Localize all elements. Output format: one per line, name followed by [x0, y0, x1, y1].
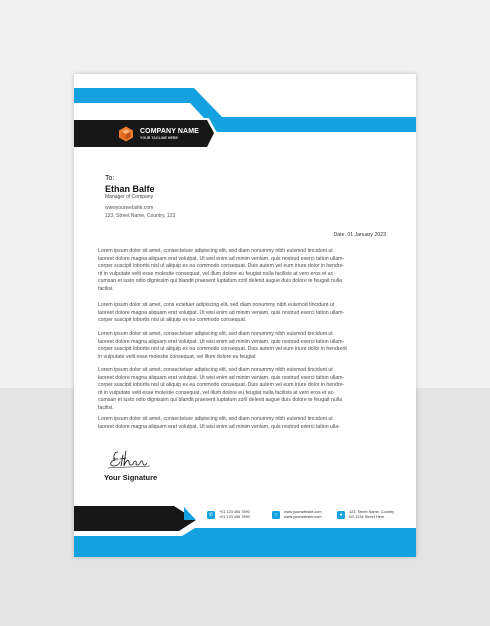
paragraph-line: laoreet dolore magna aliquam erat volutpat. Ut wisi enim ad minim veniam, quis nostrud exerci tation ullam- — [98, 374, 345, 381]
paragraph-2 — [98, 302, 390, 325]
cube-logo-icon — [118, 126, 134, 142]
company-logo — [118, 126, 199, 142]
paragraph-5 — [98, 416, 390, 431]
paragraph-line: cumsan et iusto odio dignissim qui blandit praesent luptatum zzril delenit augue duis dolore te feugait nulla — [98, 397, 342, 404]
website-line-1: www.yourwebsite.com — [284, 510, 322, 514]
globe-icon: ○ — [272, 511, 280, 519]
paragraph-line: Lorem ipsum dolor sit amet, consectetuer adipiscing elit, sed diam nonummy nibh euismod tincidunt ut — [98, 416, 333, 422]
address-line-2: NY-1234 Street Here — [349, 515, 385, 520]
paragraph-line: laoreet dolore magna aliquam erat volutpat. Ut wisi enim ad minim veniam, quis nostrud exerci tation ullam- — [98, 309, 345, 316]
paragraph-line: Lorem ipsum dolor sit amet, consectetuer adipiscing elit, sed diam nonummy nibh euismod tincidunt ut — [98, 248, 333, 254]
phone-line-2: +01 123 456 7890 — [219, 515, 250, 520]
paragraph-line: corper suscipit lobortis nisl ut aliquip ex ea commodo consequat. Duis autem vel eum iriure dolor in hendre- — [98, 382, 345, 389]
paragraph-line: in vulputate velit esse molestie consequat, vel illum dolore eu feugiat — [98, 353, 256, 360]
company-tagline: YOUR TAGLINE HERE — [140, 135, 178, 140]
paragraph-line: facilisi. — [98, 404, 114, 411]
phone-line-1: +01 123 456 7890 — [219, 510, 250, 514]
footer-phone — [207, 510, 250, 520]
header-graphic — [74, 74, 416, 164]
recipient-role: Manager of Company — [105, 194, 154, 200]
paragraph-line: corper suscipit lobortis nisl ut aliquip ex ea commodo consequat. — [98, 317, 247, 324]
letterhead-page — [74, 74, 416, 557]
paragraph-line: laoreet dolore magna aliquam erat volutpat. Ut wisi enim ad minim veniam, quis nostrud exerci tation ullam- — [98, 338, 345, 345]
paragraph-3 — [98, 331, 390, 361]
recipient-website: wwwyourwebsite.com — [105, 205, 154, 211]
paragraph-line: corper suscipit lobortis nisl ut aliquip ex ea commodo consequat. Duis autem vel eum iriure dolor in hendre- — [98, 263, 345, 270]
paragraph-1 — [98, 248, 390, 294]
paragraph-line: Lorem ipsum dolor sit amet, cons ectetuer adipiscing elit, sed diam nonummy nibh euismod tincidunt ut — [98, 302, 335, 308]
paragraph-line: facilisi. — [98, 285, 114, 292]
phone-icon: ✆ — [208, 512, 214, 518]
footer-address — [337, 510, 394, 520]
signature-label: Your Signature — [104, 473, 158, 482]
footer-website — [272, 510, 322, 520]
letter-date: Date, 01 January 2023 — [333, 232, 386, 238]
paragraph-4 — [98, 367, 390, 413]
website-line-2: www.yourwebsite.com — [284, 515, 322, 520]
to-label: To: — [105, 175, 115, 182]
paragraph-line: Lorem ipsum dolor sit amet, consectetuer adipiscing elit, sed diam nonummy nibh euismod tincidunt ut — [98, 367, 333, 373]
recipient-name: Ethan Balfe — [105, 184, 155, 194]
paragraph-line: corper suscipit lobortis nisl ut aliquip ex ea commodo consequat. Duis autem vel eum iriure dolor in hendrerit — [98, 346, 347, 353]
paragraph-line: laoreet dolore magna aliquam erat volutpat. Ut wisi enim ad minim veniam, quis nostrud exerci tation ulla- — [98, 423, 340, 430]
paragraph-line: rit in vulputate velit esse molestie consequat, vel illum dolore eu feugiat nulla facilisis at vero eros et ac- — [98, 270, 336, 277]
paragraph-line: rit in vulputate velit esse molestie consequat, vel illum dolore eu feugiat nulla facilisis at vero eros et ac- — [98, 389, 336, 396]
paragraph-line: Lorem ipsum dolor sit amet, consectetuer adipiscing elit, sed diam nonummy nibh euismod tincidunt ut — [98, 331, 333, 337]
handwritten-signature — [104, 448, 164, 470]
company-name: COMPANY NAME — [140, 127, 199, 135]
paragraph-line: cumsan et iusto odio dignissim qui blandit praesent luptatum zzril delenit augue duis dolore te feugait nulla — [98, 278, 342, 285]
address-line-1: 123, Street Name, Country — [349, 510, 395, 514]
recipient-address: 123, Street Name, Country, 123 — [105, 213, 176, 219]
location-pin-icon: ● — [337, 511, 345, 519]
paragraph-line: laoreet dolore magna aliquam erat volutpat. Ut wisi enim ad minim veniam, quis nostrud exerci tation ullam- — [98, 255, 345, 262]
